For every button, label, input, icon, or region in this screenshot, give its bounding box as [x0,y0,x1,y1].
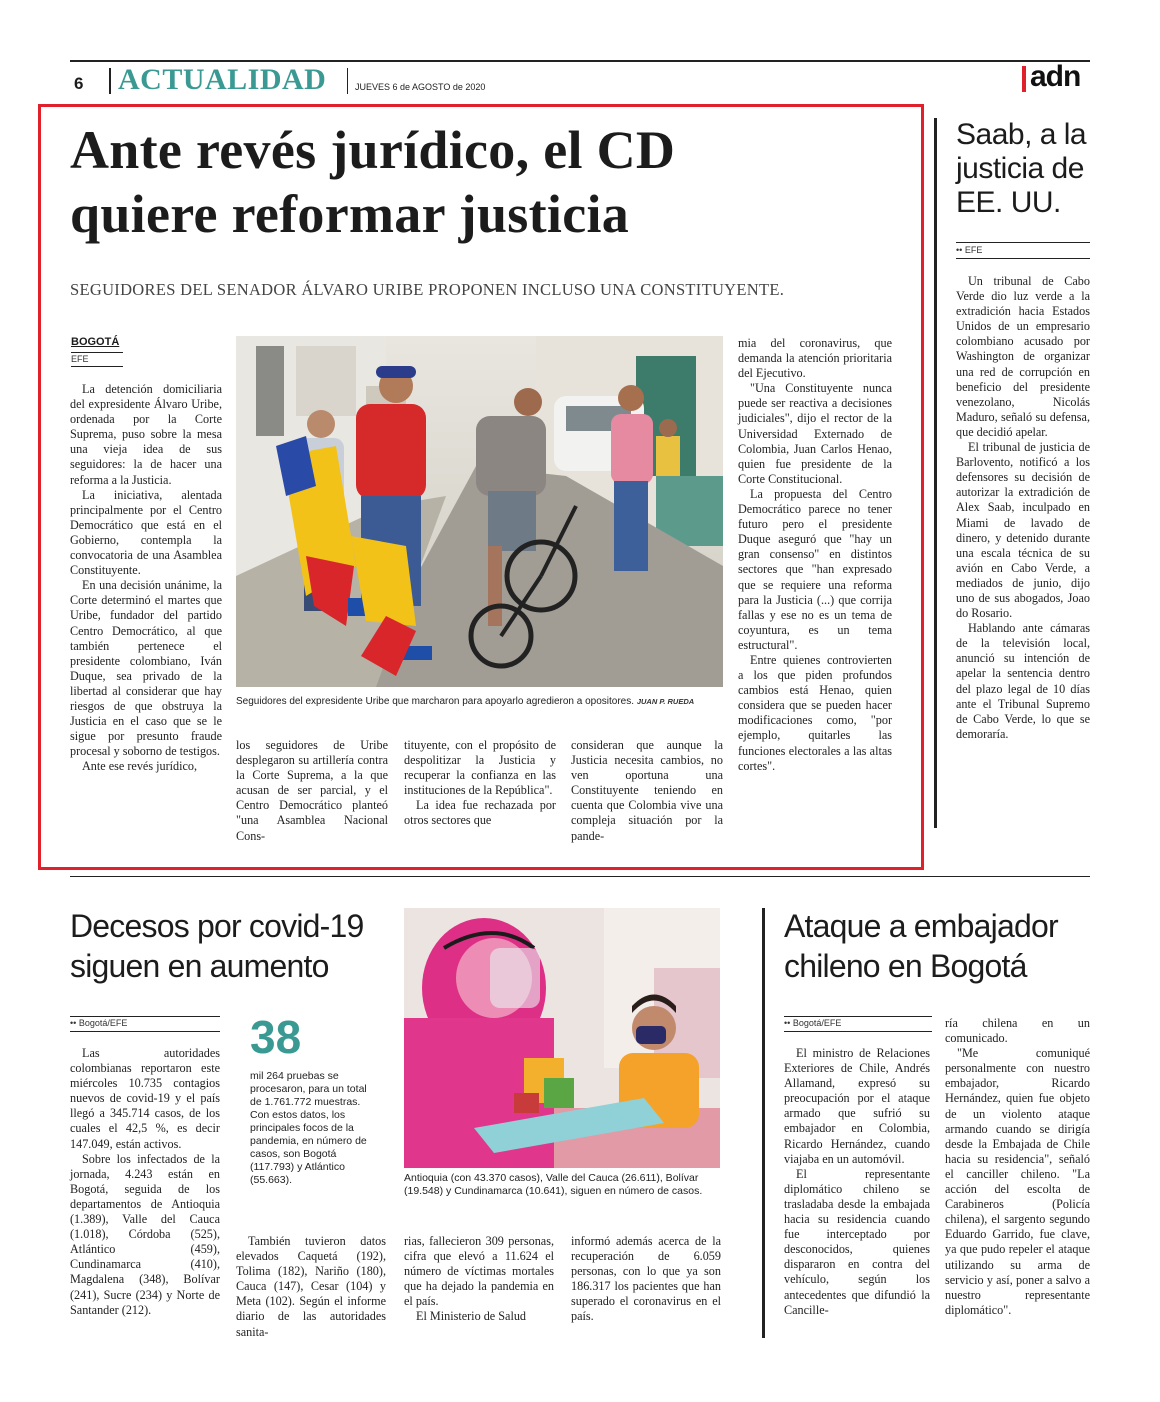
main-col-2 [236,738,388,844]
main-col1-p4: Ante ese revés jurídico, [82,759,198,774]
page-number: 6 [74,74,84,93]
dateline-agency: EFE [71,354,89,364]
chile-col1-p1: El ministro de Relaciones Exteriores de Chile, Andrés Allamand, expresó su preocupación por el ataque armado que sufrió su embajador en Colombia, Ricardo Hernández, cuando viajaba en un automóvil. [784,1046,930,1166]
side-headline: Saab, a la justicia de EE. UU. [956,118,1087,219]
chile-source: •• Bogotá/EFE [784,1018,842,1028]
covid-col-2 [236,1234,386,1340]
covid-big-number: 38 [250,1011,302,1063]
main-col1-p2: La iniciativa, alentada principalmente por el Centro Democrático que está en el Gobierno, contempla la convocatoria de una Asamblea Constituyente. [70,487,222,578]
chile-headline [784,906,1058,986]
covid-headline-line2: siguen en aumento [70,948,329,984]
side-source: •• EFE [956,245,983,255]
main-col-1 [70,382,222,774]
main-col-3 [404,738,556,829]
dateline-rule [71,352,123,353]
adn-logo: adn [1030,60,1081,93]
chile-source-text: Bogotá/EFE [792,1018,842,1028]
testing-scene-image [404,908,720,1168]
covid-photo-caption: Antioquia (con 43.370 casos), Valle del Cauca (26.611), Bolívar (19.548) y Cundinamarca (10.641), siguen en número de casos. [404,1172,703,1197]
main-photo [236,336,723,687]
main-col1-p1: La detención domiciliaria del expresidente Álvaro Uribe, ordenada por la Corte Suprema, puso sobre la mesa una vieja idea de sus seguidores: la de hacer una reforma a la Justicia. [70,382,222,487]
main-col5-p4: Entre quienes controvierten a los que piden profundos cambios está Henao, quien considera que se pueden hacer modificaciones como, "por ejemplo, quitarles las funciones electorales a las altas cortes". [738,652,892,773]
main-col-5 [738,336,892,774]
main-col4-p1: consideran que aunque la Justicia necesita cambios, no ven oportuna una Constituyente teniendo en cuenta que Colombia vive una compleja situación por la pande- [571,738,723,843]
covid-source-text: Bogotá/EFE [78,1018,128,1028]
covid-headline [70,906,364,986]
main-photo-credit: JUAN P. RUEDA [636,697,695,706]
side-story-rule [934,118,937,828]
main-col5-p3: La propuesta del Centro Democrático parece no tener futuro pero el presidente Duque aseguró que "hay un gran consenso" en distintos sectores que "han expresado que se requiere una reforma para la Justicia (...) que corrija fallas y ese no es un tema de coyuntura, es un tema estructural". [738,486,892,652]
chile-col2-p1: ría chilena en un comunicado. [945,1016,1090,1046]
covid-col3-p1: rias, fallecieron 309 personas, cifra que elevó a 11.624 el número de víctimas mortales que ha dejado la pandemia en el país. [404,1234,554,1309]
covid-col3-p2: El Ministerio de Salud [416,1309,527,1324]
person-seated [656,419,680,476]
covid-col1-p2: Sobre los infectados de la jornada, 4.243 están en Bogotá, seguida de los departamentos de Antioquia (1.389), Valle del Cauca (1.018), Córdoba (525), Atlántico (459), Cundinamarca (410), Magdalena (348), Bolívar (241), Sucre (234) y Norte de Santander (212). [70,1151,220,1317]
dateline: BOGOTÁ [71,336,120,348]
chile-headline-line1: Ataque a embajador [784,908,1058,944]
street-scene-image [236,336,723,687]
main-headline-line1: Ante revés jurídico, el CD [70,120,676,180]
main-col-4 [571,738,723,844]
covid-col-1 [70,1046,220,1318]
header-divider [109,68,111,94]
covid-photo [404,908,720,1168]
main-headline-line2: quiere reformar justicia [70,184,630,244]
chile-col2-p2: "Me comuniqué personalmente con nuestro embajador, Ricardo Hernández, quien fue objeto de un violento ataque armando cuando se dirigía desde la Embajada de Chile hacia su residencia", señaló el canciller chileno. "La acción del escolta de Carabineros (Policía chilena), el sargento segundo Eduardo Garrido, fue clave, ya que pudo repeler el ataque utilizando su arma de servicio y así, poner a salvo a nuestro representante diplomático". [945,1046,1090,1317]
main-col2-p1: los seguidores de Uribe desplegaron su artillería contra la Corte Suprema, a la que acusan de ser parcial, y el Centro Democrático planteó "una Asamblea Nacional Cons- [236,738,388,843]
chile-headline-line2: chileno en Bogotá [784,948,1027,984]
covid-col1-p1: Las autoridades colombianas reportaron este miércoles 10.735 contagios nuevos de covid-19 y el país llegó a 345.714 casos, de los cuales el 42,5 %, es decir 147.049, están activos. [70,1046,220,1151]
side-source-rule-2 [956,258,1090,259]
chile-story-rule [762,908,765,1338]
main-col5-p2: "Una Constituyente nunca puede ser reactiva a decisiones judiciales", dijo el rector de la Universidad Externado de Colombia, Juan Carlos Henao, quien fue presidente de la Corte Constitucional. [738,381,892,486]
main-col5-p1: mia del coronavirus, que demanda la atención prioritaria del Ejecutivo. [738,336,892,381]
chile-col-1 [784,1046,930,1318]
side-body [956,274,1090,742]
covid-big-number-text: mil 264 pruebas se procesaron, para un total de 1.761.772 muestras. Con estos datos, los principales focos de la pandemia, en número de casos, son Bogotá (117.793) y Atlántico (55.663). [250,1070,367,1186]
chile-source-rule [784,1016,932,1017]
main-col3-p2: La idea fue rechazada por otros sectores que [404,798,556,828]
main-subtitle: SEGUIDORES DEL SENADOR ÁLVARO URIBE PROPONEN INCLUSO UNA CONSTITUYENTE. [70,280,785,299]
chile-col1-p2: El representante diplomático chileno se trasladaba desde la embajada hacia su residencia cuando fue interceptado por desconocidos, quienes dispararon en contra del vehículo, según los antecedentes que difundió la Cancille- [784,1166,930,1317]
side-agency: EFE [964,245,983,255]
main-photo-caption-text: Seguidores del expresidente Uribe que marcharon para apoyarlo agredieron a opositores. [236,696,635,707]
dateline-rule-2 [71,366,123,367]
covid-col4-p1: informó además acerca de la recuperación de 6.059 personas, con lo que ya son 186.317 los pacientes que han superado el coronavirus en el país. [571,1234,721,1324]
side-p1: Un tribunal de Cabo Verde dio luz verde a la extradición hacia Estados Unidos de un empresario colombiano acusado por Washington de organizar una red de corrupción en beneficio del presidente venezolano, Nicolás Maduro, señaló su defensa, que decidió apelar. [956,274,1090,439]
chile-col-2 [945,1016,1090,1318]
side-p3: Hablando ante cámaras de la televisión local, anunció su intención de apelar la sentencia dentro del plazo legal de 10 días ante el Tribunal Supremo de Cabo Verde, lo que se demoraría. [956,621,1090,741]
covid-source-rule-2 [70,1031,220,1032]
covid-source-rule [70,1016,220,1017]
covid-source: •• Bogotá/EFE [70,1018,128,1028]
covid-col-3 [404,1234,554,1325]
lower-section-rule [70,876,1090,877]
side-p2: El tribunal de justicia de Barlovento, notificó a los defensores su decisión de autorizar la extradición de Alex Saab, inculpado en Miami de lavado de dinero, y detenido durante una escala técnica de su avión en Cabo Verde, a mediados de junio, dijo uno de sus abogados, Joao do Rosario. [956,440,1090,621]
covid-col-4 [571,1234,721,1325]
covid-col2-p1: También tuvieron datos elevados Caquetá (192), Tolima (182), Nariño (180), Cauca (147), Cesar (104) y Meta (102). Según el informe diario de las autoridades sanita- [236,1234,386,1339]
main-col1-p3: En una decisión unánime, la Corte determinó el martes que Uribe, fundador del partido Centro Democrático, al que también pertenece el presidente colombiano, Iván Duque, sea privado de la libertad al considerar que hay riesgos de que obstruya la Justicia en el caso que se le sigue por presunto fraude procesal y soborno de testigos. [70,578,222,759]
side-source-rule [956,242,1090,243]
chile-source-rule-2 [784,1031,932,1032]
header-top-rule [70,60,1090,62]
main-col3-p1: tituyente, con el propósito de despolitizar la Justicia y recuperar la confianza en las instituciones de la República". [404,738,556,798]
main-headline [70,118,675,246]
covid-headline-line1: Decesos por covid-19 [70,908,364,944]
section-title: ACTUALIDAD [118,63,327,96]
header-divider-2 [347,68,348,94]
issue-date: JUEVES 6 de AGOSTO de 2020 [355,82,486,92]
logo-bar [1022,66,1026,92]
main-photo-caption [236,695,726,708]
